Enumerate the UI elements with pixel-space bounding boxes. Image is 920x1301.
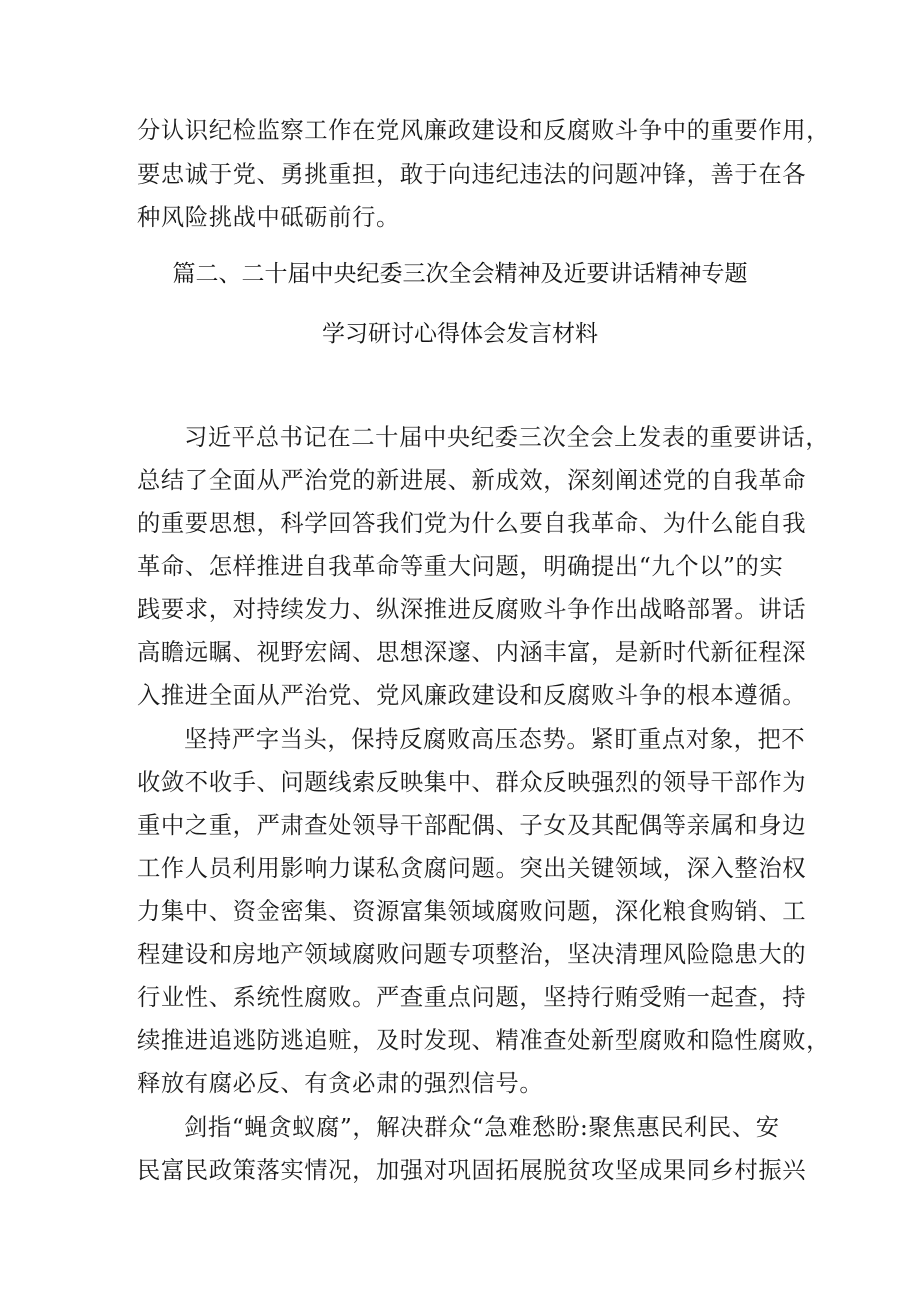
intro-line-3: 种风险挑战中砥砺前行。 — [137, 204, 400, 231]
p2-line-4: 工作人员利用影响力谋私贪腐问题。突出关键领域，深入整治权 — [137, 855, 807, 882]
p1-line-4: 革命、怎样推进自我革命等重大问题，明确提出“九个以”的实 — [137, 553, 784, 580]
p2-line-5: 力集中、资金密集、资源富集领域腐败问题，深化粮食购销、工 — [137, 898, 807, 925]
p1-line-1: 习近平总书记在二十届中央纪委三次全会上发表的重要讲话， — [184, 424, 830, 451]
section-title-line-2: 学习研讨心得体会发言材料 — [322, 321, 598, 347]
p2-line-7: 行业性、系统性腐败。严查重点问题，坚持行贿受贿一起查，持 — [137, 984, 807, 1011]
p2-line-8: 续推进追逃防逃追赃，及时发现、精准查处新型腐败和隐性腐败， — [137, 1027, 831, 1054]
p1-line-3: 的重要思想，科学回答我们党为什么要自我革命、为什么能自我 — [137, 510, 807, 537]
p2-line-3: 重中之重，严肃查处领导干部配偶、子女及其配偶等亲属和身边 — [137, 812, 807, 839]
p1-line-5: 践要求，对持续发力、纵深推进反腐败斗争作出战略部署。讲话 — [137, 596, 807, 623]
intro-line-1: 分认识纪检监察工作在党风廉政建设和反腐败斗争中的重要作用， — [137, 117, 831, 144]
p3-line-1: 剑指“蝇贪蚁腐”，解决群众“急难愁盼:聚焦惠民利民、安 — [184, 1114, 780, 1141]
p1-line-7: 入推进全面从严治党、党风廉政建设和反腐败斗争的根本遵循。 — [137, 682, 807, 709]
section-title-line-1: 篇二、二十届中央纪委三次全会精神及近要讲话精神专题 — [172, 261, 748, 287]
p3-line-2: 民富民政策落实情况，加强对巩固拓展脱贫攻坚成果同乡村振兴 — [137, 1157, 807, 1184]
intro-line-2: 要忠诚于党、勇挑重担，敢于向违纪违法的问题冲锋，善于在各 — [137, 161, 807, 188]
p2-line-6: 程建设和房地产领域腐败问题专项整治，坚决清理风险隐患大的 — [137, 941, 807, 968]
p1-line-6: 高瞻远瞩、视野宏阔、思想深邃、内涵丰富，是新时代新征程深 — [137, 639, 807, 666]
p1-line-2: 总结了全面从严治党的新进展、新成效，深刻阐述党的自我革命 — [137, 467, 807, 494]
p2-line-9: 释放有腐必反、有贪必肃的强烈信号。 — [137, 1070, 544, 1097]
p2-line-1: 坚持严字当头，保持反腐败高压态势。紧盯重点对象，把不 — [184, 726, 806, 753]
p2-line-2: 收敛不收手、问题线索反映集中、群众反映强烈的领导干部作为 — [137, 769, 807, 796]
